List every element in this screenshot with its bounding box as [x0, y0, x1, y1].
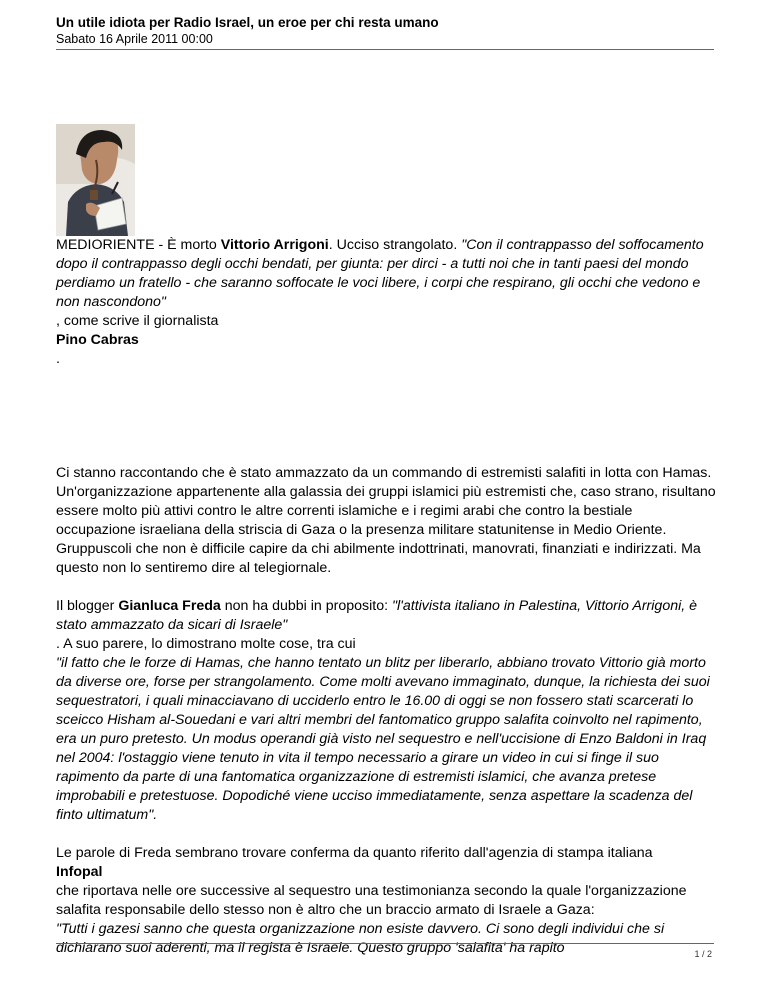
page-number: 1 / 2: [694, 949, 712, 959]
article-title: Un utile idiota per Radio Israel, un eroe per chi resta umano: [56, 15, 439, 30]
text-line: . A suo parere, lo dimostrano molte cose, tra cui: [56, 636, 356, 652]
person-name: Vittorio Arrigoni: [220, 237, 329, 253]
page-header: [56, 14, 714, 47]
portrait-image: [56, 124, 135, 236]
text-line: che riportava nelle ore successive al sequestro una testimonianza secondo la quale l'organizzazione salafita responsabile dello stesso non è altro che un braccio armato di Israele a Gaza:: [56, 883, 687, 918]
quote-testimony: "Tutti i gazesi sanno che questa organizzazione non esiste davvero. Ci sono degli individui che si dichiarano suoi aderenti, ma il regista è Israele. Questo gruppo 'salafita' ha rapito: [56, 921, 665, 956]
text-span: non ha dubbi in proposito:: [220, 598, 392, 614]
text-span: . Ucciso strangolato.: [328, 237, 462, 253]
text-line: , come scrive il giornalista: [56, 313, 219, 329]
person-name: Gianluca Freda: [118, 598, 221, 614]
paragraph-intro: [56, 236, 716, 312]
author-photo: [56, 124, 135, 236]
quote: "Con il contrappasso del soffocamento dopo il contrappasso degli occhi bendati, per giunta: per dirci - a tutti noi che in tanti paesi del mondo perdiamo un fratello - che saranno soffocate le voci libere, i corpi che respirano, gli occhi che vedono e non nascondono": [56, 237, 704, 310]
agency-name: Infopal: [56, 864, 103, 880]
header-divider: [56, 49, 714, 50]
text-span: Il blogger: [56, 598, 119, 614]
paragraph-3: [56, 597, 716, 635]
footer-divider: [56, 943, 714, 944]
article-date: Sabato 16 Aprile 2011 00:00: [56, 32, 213, 46]
article-body: [56, 236, 716, 958]
journalist-name: Pino Cabras: [56, 332, 139, 348]
dot-line: .: [56, 351, 60, 367]
paragraph-4: Le parole di Freda sembrano trovare conferma da quanto riferito dall'agenzia di stampa italiana: [56, 845, 653, 861]
text-span: MEDIORIENTE - È morto: [56, 237, 221, 253]
paragraph-2: Ci stanno raccontando che è stato ammazzato da un commando di estremisti salafiti in lotta con Hamas. Un'organizzazione appartenente alla galassia dei gruppi islamici più estremisti che, caso strano, risultano essere molto più attivi contro le altre correnti islamiche e i regimi arabi che contro la bestiale occupazione israeliana della striscia di Gaza o la presenza militare statunitense in Medio Oriente. Gruppuscoli che non è difficile capire da chi abilmente indottrinati, manovrati, finanziati e indirizzati. Ma questo non lo sentiremo dire al telegiornale.: [56, 465, 716, 576]
quote-long: "il fatto che le forze di Hamas, che hanno tentato un blitz per liberarlo, abbiano trovato Vittorio già morto da diverse ore, forse per strangolamento. Come molti avevano immaginato, dunque, la richiesta dei suoi sequestratori, i quali minacciavano di ucciderlo entro le 16.00 di oggi se non fossero stati scarcerati lo sceicco Hisham al-Souedani e vari altri membri del fantomatico gruppo salafita coinvolto nel rapimento, era un puro pretesto. Un modus operandi già visto nel sequestro e nell'uccisione di Enzo Baldoni in Iraq nel 2004: l'ostaggio viene tenuto in vita il tempo necessario a girare un video in cui si finge il suo rapimento da parte di una fantomatica organizzazione di estremisti islamici, che avanza pretese improbabili e pretestuose. Dopodiché viene ucciso immediatamente, senza aspettare la scadenza del finto ultimatum".: [56, 655, 710, 823]
quote: "l'attivista italiano in Palestina, Vittorio Arrigoni, è stato ammazzato da sicari di Israele": [56, 598, 698, 633]
